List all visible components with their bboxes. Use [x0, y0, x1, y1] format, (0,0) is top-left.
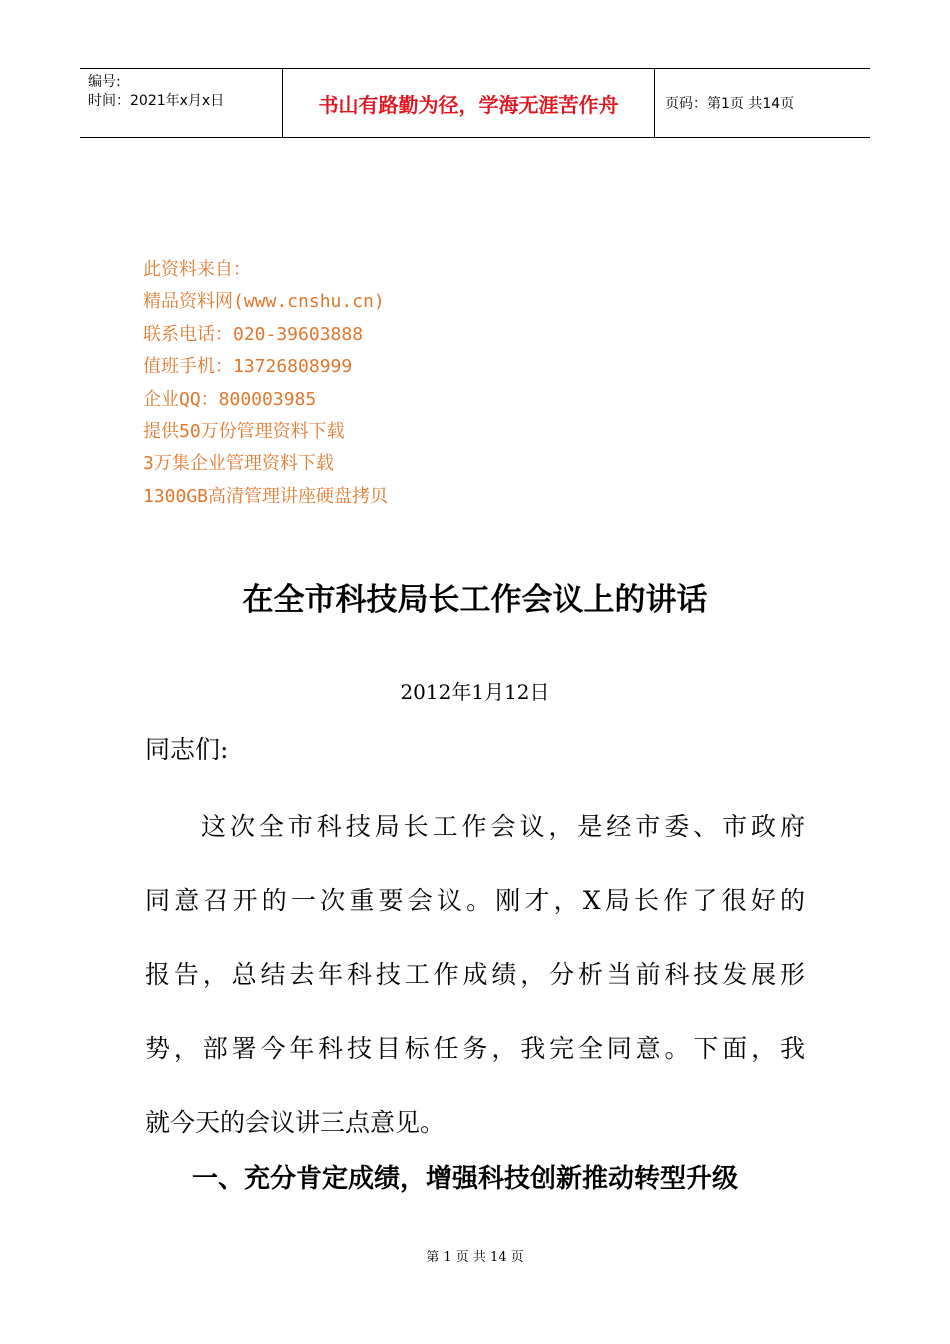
page-header	[80, 68, 870, 138]
document-number-label: 编号:	[88, 74, 121, 90]
page-footer: 第 1 页 共 14 页	[426, 1250, 524, 1265]
promo-line: 值班手机：13726808999	[143, 356, 353, 378]
header-page-label: 页码：第1页 共14页	[665, 96, 795, 112]
promo-line: 联系电话：020-39603888	[143, 323, 364, 345]
paragraph-line: 报告，总结去年科技工作成绩，分析当前科技发展形	[145, 960, 805, 989]
promo-line: 企业QQ：800003985	[143, 388, 317, 410]
salutation: 同志们:	[145, 735, 229, 764]
promo-line: 1300GB高清管理讲座硬盘拷贝	[143, 485, 389, 507]
body-paragraph	[145, 790, 805, 1160]
document-time-label: 时间：2021年x月x日	[88, 93, 225, 109]
paragraph-line: 同意召开的一次重要会议。刚才，X局长作了很好的	[145, 886, 805, 915]
promo-line: 精品资料网(www.cnshu.cn)	[143, 291, 385, 313]
section-heading: 一、充分肯定成绩，增强科技创新推动转型升级	[192, 1164, 739, 1194]
promo-line: 提供50万份管理资料下载	[143, 421, 345, 443]
document-date: 2012年1月12日	[400, 680, 550, 704]
paragraph-line: 就今天的会议讲三点意见。	[145, 1108, 446, 1137]
promo-line: 此资料来自：	[143, 259, 251, 280]
header-motto: 书山有路勤为径，学海无涯苦作舟	[282, 69, 655, 137]
paragraph-line: 这次全市科技局长工作会议，是经市委、市政府	[201, 812, 805, 841]
promo-line: 3万集企业管理资料下载	[143, 453, 334, 475]
header-left-cell	[80, 69, 282, 137]
document-title: 在全市科技局长工作会议上的讲话	[242, 582, 708, 618]
paragraph-line: 势，部署今年科技目标任务，我完全同意。下面，我	[145, 1034, 805, 1063]
source-promo-block	[143, 254, 388, 513]
